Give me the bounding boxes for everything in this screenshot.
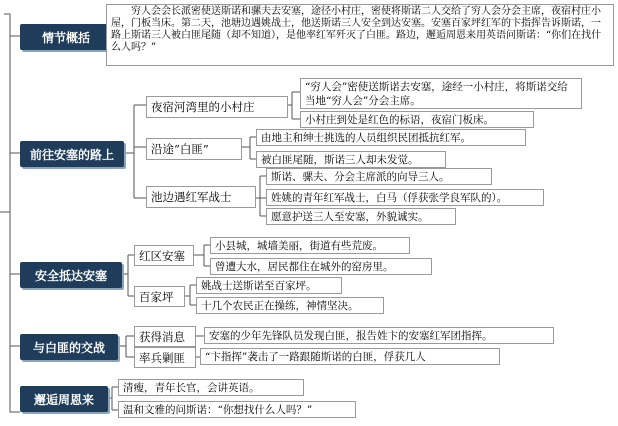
baijiaping-item-2: 十几个农民正在操练，神情坚决。	[196, 297, 384, 314]
soldier-item-1: 斯诺、骡夫、分会主席派的向导三人。	[266, 168, 492, 185]
branch-red-soldier: 池边遇红军战士	[146, 186, 256, 208]
zhou-item-1: 清瘦，青年长官，会讲英语。	[118, 379, 304, 396]
branch-white-bandits: 沿途“白匪”	[146, 138, 242, 160]
baijiaping-item-1: 姚战士送斯诺至百家坪。	[196, 277, 342, 294]
section-title-battle: 与白匪的交战	[20, 334, 118, 360]
section-title-arrive-ansai: 安全抵达安塞	[20, 262, 122, 288]
branch-village-night: 夜宿河湾里的小村庄	[146, 96, 288, 118]
news-item: 安塞的少年先锋队员发现白匪，报告姓卞的安塞红军团指挥。	[204, 327, 554, 344]
branch-get-news: 获得消息	[134, 326, 196, 347]
suppress-item: “卞指挥”袭击了一路跟随斯诺的白匪，俘获几人	[200, 348, 500, 365]
branch-suppress-bandits: 率兵剿匪	[134, 347, 196, 368]
branch-red-ansai: 红区安塞	[134, 245, 194, 266]
soldier-item-2: 姓姚的青年红军战士，白马（俘获张学良军队的）。	[266, 189, 544, 206]
branch-baijiaping: 百家坪	[134, 286, 185, 307]
bandits-item-2: 被白匪尾随，斯诺三人却未发觉。	[256, 151, 446, 168]
plot-summary-text: 穷人会会长派密使送斯诺和骡夫去安塞，途径小村庄，密使将斯诺二人交给了穷人会分会主席，夜宿村庄小屋，门板当床。第二天，池塘边遇姚战士，他送斯诺三人安全到达安塞。安塞百家坪红军的卞指挥告诉斯诺，一路上斯诺三人被白匪尾随（却不知道），是他率红军歼灭了白匪。路边，邂逅周恩来用英语问斯诺：“你们在找什么人吗？”	[106, 4, 614, 66]
section-title-zhou-enlai: 邂逅周恩来	[20, 386, 108, 412]
section-title-plot-summary: 情节概括	[20, 24, 112, 50]
zhou-item-2: 温和文雅的问斯诺：“你想找什么人吗？”	[118, 401, 356, 418]
village-item-1: “穷人会”密使送斯诺去安塞，途经一小村庄，将斯诺交给当地“穷人会”分会主席。	[300, 78, 582, 109]
section-title-road-to-ansai: 前往安塞的路上	[20, 141, 124, 167]
red-ansai-item-1: 小县城，城墙美丽，街道有些荒废。	[210, 237, 410, 254]
bandits-item-1: 由地主和绅士挑选的人员组织民团抵抗红军。	[256, 129, 526, 146]
red-ansai-item-2: 曾遭大水，居民都住在城外的窑房里。	[210, 258, 432, 275]
soldier-item-3: 愿意护送三人至安塞，外貌诚实。	[266, 208, 456, 225]
village-item-2: 小村庄到处是红色的标语，夜宿门板床。	[300, 111, 534, 128]
